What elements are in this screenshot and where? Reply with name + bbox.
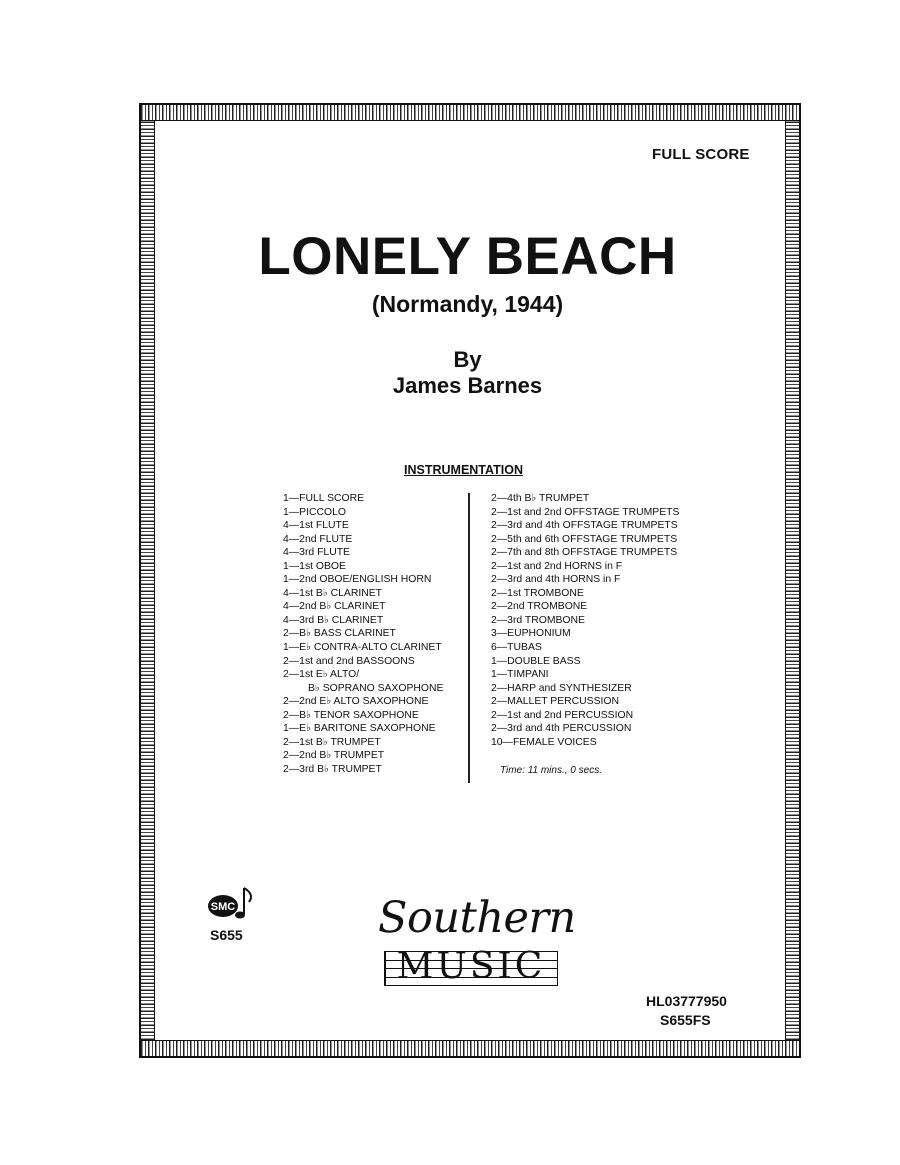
- instrument-item: 10—FEMALE VOICES: [491, 736, 597, 748]
- instrument-item: 4—2nd FLUTE: [283, 533, 353, 545]
- instrument-item: 2—4th B♭ TRUMPET: [491, 493, 590, 504]
- composer-name: James Barnes: [392, 373, 543, 398]
- fs-code: S655FS: [660, 1012, 711, 1028]
- instrument-item: 2—1st B♭ TRUMPET: [283, 736, 381, 748]
- instrument-item: 2—3rd B♭ TRUMPET: [283, 763, 382, 775]
- instrument-item: 2—1st and 2nd HORNS in F: [491, 560, 623, 572]
- catalog-number: S655: [210, 927, 243, 943]
- subtitle: (Normandy, 1944): [371, 291, 564, 317]
- instrument-item: 2—2nd E♭ ALTO SAXOPHONE: [283, 696, 429, 708]
- instrument-item: 2—MALLET PERCUSSION: [491, 696, 619, 708]
- instrument-item: 2—B♭ TENOR SAXOPHONE: [283, 709, 419, 721]
- instrument-item: 2—3rd and 4th HORNS in F: [491, 574, 621, 586]
- instrument-list-right: [491, 492, 679, 749]
- instrument-item: 2—3rd and 4th PERCUSSION: [491, 723, 632, 735]
- instrument-item: 2—5th and 6th OFFSTAGE TRUMPETS: [491, 533, 678, 545]
- instrument-item: 2—B♭ BASS CLARINET: [283, 628, 396, 640]
- border-bottom: [141, 1040, 799, 1056]
- instrument-item: 4—3rd FLUTE: [283, 547, 350, 559]
- instrument-item: 4—2nd B♭ CLARINET: [283, 601, 386, 613]
- instrument-item: 1—2nd OBOE/ENGLISH HORN: [283, 574, 432, 586]
- publisher-name-music: MUSIC: [396, 946, 546, 987]
- instrument-item: 2—1st TROMBONE: [491, 587, 584, 599]
- instrument-item: 1—FULL SCORE: [283, 493, 365, 504]
- column-divider: [468, 493, 470, 783]
- border-top: [141, 105, 799, 121]
- full-score-label: FULL SCORE: [652, 146, 750, 163]
- smc-logo-icon: [207, 884, 257, 924]
- instrument-item: 1—1st OBOE: [283, 560, 346, 572]
- instrument-item: 2—7th and 8th OFFSTAGE TRUMPETS: [491, 547, 678, 559]
- instrument-item: 1—E♭ CONTRA-ALTO CLARINET: [283, 642, 442, 654]
- instrument-item: 4—3rd B♭ CLARINET: [283, 614, 384, 626]
- smc-logo-text: SMC: [210, 901, 236, 913]
- hl-code: HL03777950: [646, 993, 727, 1009]
- instrument-item: 1—DOUBLE BASS: [491, 655, 581, 667]
- publisher-name-script: Southern: [378, 893, 576, 943]
- instrument-item-continued: B♭ SOPRANO SAXOPHONE: [308, 682, 444, 694]
- instrumentation-heading: INSTRUMENTATION: [404, 463, 523, 477]
- instrument-item: 4—1st FLUTE: [283, 520, 349, 532]
- instrument-item: 2—1st and 2nd OFFSTAGE TRUMPETS: [491, 506, 680, 518]
- instrument-item: 1—PICCOLO: [283, 506, 346, 518]
- instrument-item: 3—EUPHONIUM: [491, 628, 571, 640]
- instrument-item: 6—TUBAS: [491, 642, 542, 654]
- publisher-name-block: [384, 945, 558, 990]
- instrument-item: 2—1st E♭ ALTO/: [283, 669, 360, 681]
- by-label: By: [453, 347, 482, 372]
- instrument-item: 2—1st and 2nd PERCUSSION: [491, 709, 634, 721]
- instrument-item: 2—HARP and SYNTHESIZER: [491, 682, 632, 694]
- instrument-list-left: [283, 492, 443, 776]
- page-title: LONELY BEACH: [258, 227, 677, 286]
- instrument-item: 2—3rd and 4th OFFSTAGE TRUMPETS: [491, 520, 678, 532]
- instrument-item: 1—TIMPANI: [491, 669, 549, 681]
- instrument-item: 1—E♭ BARITONE SAXOPHONE: [283, 723, 436, 735]
- instrument-item: 4—1st B♭ CLARINET: [283, 587, 383, 599]
- instrument-item: 2—2nd TROMBONE: [491, 601, 588, 613]
- performance-time: Time: 11 mins., 0 secs.: [500, 765, 602, 776]
- instrument-item: 2—3rd TROMBONE: [491, 614, 585, 626]
- instrument-item: 2—2nd B♭ TRUMPET: [283, 750, 385, 762]
- instrument-item: 2—1st and 2nd BASSOONS: [283, 655, 415, 667]
